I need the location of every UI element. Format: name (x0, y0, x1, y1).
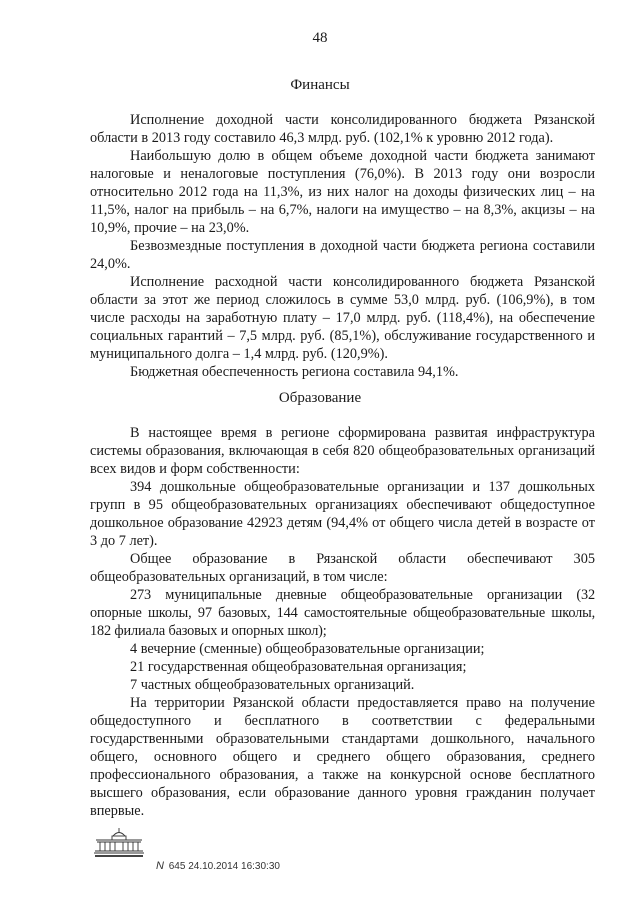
education-paragraph: 273 муниципальные дневные общеобразовательные организации (32 опорные школы, 97 базовых, 144 самостоятельные общеобразовательные школы, 182 филиала базовых и опорных школ); (90, 587, 595, 639)
stamp-number-mark: N (156, 860, 164, 872)
section-title-finance: Финансы (290, 77, 350, 93)
education-paragraph: В настоящее время в регионе сформирована развитая инфраструктура системы образования, включающая в себя 820 общеобразовательных организаций всех видов и форм собственности: (90, 425, 595, 477)
finance-paragraph: Безвозмездные поступления в доходной части бюджета региона составили 24,0%. (90, 238, 595, 272)
stamp-text: 645 24.10.2014 16:30:30 (168, 861, 280, 872)
education-paragraph: На территории Рязанской области предоставляется право на получение общедоступного и бесплатного в соответствии с федеральными государственными образовательными стандартами дошкольного, начального общего, основного общего и среднего общего образования, среднего профессионального образования, а также на конкурсной основе бесплатного высшего образования, если образование данного уровня гражданин получает впервые. (90, 695, 595, 819)
education-section (90, 424, 595, 820)
finance-paragraph: Бюджетная обеспеченность региона составила 94,1%. (130, 364, 459, 380)
education-paragraph: 7 частных общеобразовательных организаций. (130, 677, 415, 693)
education-paragraph: Общее образование в Рязанской области обеспечивают 305 общеобразовательных организаций, в том числе: (90, 551, 595, 585)
finance-paragraph: Наибольшую долю в общем объеме доходной части бюджета занимают налоговые и неналоговые поступления (76,0%). В 2013 году они возросли относительно 2012 года на 11,3%, из них налог на доходы физических лиц – на 11,5%, налог на прибыль – на 6,7%, налоги на имущество – на 8,3%, акцизы – на 10,9%, прочие – на 23,0%. (90, 148, 595, 236)
government-building-seal-icon (93, 826, 145, 858)
section-title-education: Образование (278, 390, 362, 406)
footer (93, 826, 393, 886)
education-paragraph: 4 вечерние (сменные) общеобразовательные организации; (130, 641, 485, 657)
finance-section (90, 111, 595, 381)
finance-paragraph: Исполнение доходной части консолидированного бюджета Рязанской области в 2013 году составило 46,3 млрд. руб. (102,1% к уровню 2012 года). (90, 112, 595, 146)
page-number: 48 (312, 30, 328, 46)
education-paragraph: 21 государственная общеобразовательная организация; (130, 659, 467, 675)
registration-stamp (156, 860, 280, 872)
education-paragraph: 394 дошкольные общеобразовательные организации и 137 дошкольных групп в 95 общеобразовательных организациях обеспечивают общедоступное дошкольное образование 42923 детям (94,4% от общего числа детей в возрасте от 3 до 7 лет). (90, 479, 595, 549)
finance-paragraph: Исполнение расходной части консолидированного бюджета Рязанской области за этот же период сложилось в сумме 53,0 млрд. руб. (106,9%), в том числе расходы на заработную плату – 17,0 млрд. руб. (118,4%), на обеспечение социальных гарантий – 7,5 млрд. руб. (85,1%), обслуживание государственного и муниципального долга – 1,4 млрд. руб. (120,9%). (90, 274, 595, 362)
